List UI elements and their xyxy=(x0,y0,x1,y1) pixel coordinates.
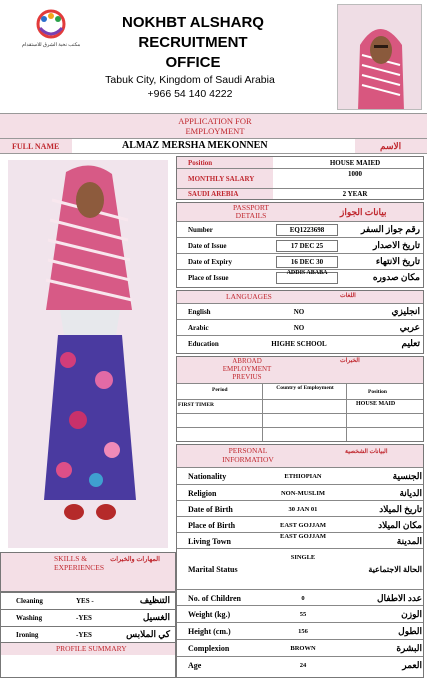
personal-row-value: 55 xyxy=(299,610,307,618)
language-row-label: Arabic xyxy=(188,323,209,332)
position-label: Position xyxy=(188,159,213,167)
personal-row-ar: الديانة xyxy=(399,487,422,498)
full-name-label: FULL NAME xyxy=(12,142,60,151)
personal-row-value: 156 xyxy=(298,627,308,635)
personal-row-ar: المدينة xyxy=(396,535,422,546)
language-row-ar: انجليزي xyxy=(391,306,420,316)
col-position: Position xyxy=(368,389,387,395)
personal-row-ar: الجنسية xyxy=(392,470,422,481)
skills-section-title: SKILLS & EXPERIENCES xyxy=(54,554,105,572)
salary-label: MONTHLY SALARY xyxy=(188,175,255,183)
passport-section-title: PASSPORT DETAILS xyxy=(233,203,269,220)
passport-row-label: Date of Expiry xyxy=(188,257,232,266)
personal-row-value: 30 JAN 01 xyxy=(288,505,318,513)
personal-row-value: NON-MUSLIM xyxy=(280,489,326,497)
abroad-position-value: HOUSE MAID xyxy=(356,401,396,407)
personal-row-label: Age xyxy=(188,660,202,670)
personal-row-ar: البشرة xyxy=(396,642,422,653)
skill-row-ar: التنظيف xyxy=(139,595,170,605)
profile-summary-title: PROFILE SUMMARY xyxy=(56,644,127,653)
passport-row-ar: تاريخ الانتهاء xyxy=(375,256,420,266)
personal-row-label: Height (cm.) xyxy=(188,626,231,636)
personal-row-ar: الحالة الاجتماعية xyxy=(368,564,422,574)
personal-row-ar: عدد الاطفال xyxy=(377,592,422,603)
personal-section-ar: البيانات الشخصية xyxy=(345,449,388,455)
passport-row-ar: تاريخ الاصدار xyxy=(372,240,420,250)
language-row-value: HIGHE SCHOOL xyxy=(271,339,327,348)
company-address: Tabuk City, Kingdom of Saudi Arabia xyxy=(105,74,275,86)
language-row-label: Education xyxy=(188,339,219,348)
personal-row-ar: الوزن xyxy=(401,608,422,619)
col-period: Period xyxy=(212,387,228,393)
abroad-section-title: ABROAD EMPLOYMENT PREVIUS xyxy=(222,357,272,381)
languages-section-ar: اللغات xyxy=(340,293,356,299)
passport-row-value: EQ1223698 xyxy=(289,225,325,234)
personal-row-value: SINGLE xyxy=(290,553,316,561)
contract-duration: 2 YEAR xyxy=(342,190,368,198)
personal-row-label: Weight (kg.) xyxy=(188,609,231,619)
skill-row-ar: كي الملابس xyxy=(126,629,170,639)
abroad-period-value: FIRST TIMER xyxy=(178,402,215,408)
languages-header xyxy=(177,291,423,303)
skill-row-label: Cleaning xyxy=(16,596,43,605)
applicant-portrait-photo xyxy=(337,4,422,110)
personal-row-label: Religion xyxy=(188,488,217,498)
personal-row-value: ETHIOPIAN xyxy=(284,472,322,480)
col-country: Country of Employment xyxy=(276,385,334,391)
destination-country: SAUDI AREBIA xyxy=(188,190,239,198)
personal-row-value: BROWN xyxy=(290,644,316,652)
personal-row-label: Complexion xyxy=(188,643,230,653)
personal-row-label: No. of Children xyxy=(188,593,241,603)
personal-row-label: Living Town xyxy=(188,536,231,546)
form-title: APPLICATION FOR EMPLOYMENT xyxy=(178,116,252,136)
company-name-line3: OFFICE xyxy=(165,54,221,71)
position-value: HOUSE MAIED xyxy=(329,159,381,167)
personal-row-value: EAST GOJJAM xyxy=(280,533,326,540)
abroad-header xyxy=(177,357,423,383)
passport-row-value: ADDIS ABABA xyxy=(286,270,328,276)
company-name-line1: NOKHBT ALSHARQ xyxy=(122,14,264,31)
personal-row-ar: العمر xyxy=(402,659,422,670)
skill-row-label: Washing xyxy=(16,613,43,622)
passport-row-value: 17 DEC 25 xyxy=(290,241,324,250)
skills-section-ar: المهارات والخبرات xyxy=(110,556,160,563)
skill-row-value: -YES xyxy=(76,630,92,639)
passport-row-ar: رقم جواز السفر xyxy=(361,224,420,234)
personal-row-value: 24 xyxy=(299,661,307,669)
personal-row-label: Date of Birth xyxy=(188,504,233,514)
company-name-line2: RECRUITMENT xyxy=(138,34,248,51)
personal-row-label: Place of Birth xyxy=(188,520,236,530)
passport-row-label: Number xyxy=(188,225,213,234)
passport-row-value: 16 DEC 30 xyxy=(290,257,324,266)
personal-row-ar: الطول xyxy=(398,625,422,636)
company-phone: +966 54 140 4222 xyxy=(147,88,233,100)
passport-row-label: Place of Issue xyxy=(188,273,229,282)
full-name-ar-label: الاسم xyxy=(380,141,402,151)
languages-section-title: LANGUAGES xyxy=(226,292,272,301)
personal-row-ar: تاريخ الميلاد xyxy=(379,503,422,514)
language-row-ar: تعليم xyxy=(401,338,420,348)
full-name-value: ALMAZ MERSHA MEKONNEN xyxy=(122,140,268,151)
skill-row-ar: الغسيل xyxy=(142,612,170,622)
passport-row-ar: مكان صدوره xyxy=(372,272,420,282)
passport-row-label: Date of Issue xyxy=(188,241,227,250)
passport-section-ar: بيانات الجواز xyxy=(340,207,387,217)
language-row-ar: عربي xyxy=(399,322,420,332)
logo-caption: مكتب نخبة الشرق للاستقدام xyxy=(21,43,81,48)
language-row-value: NO xyxy=(293,323,305,332)
personal-row-ar: مكان الميلاد xyxy=(378,519,422,530)
personal-row-value: 0 xyxy=(301,594,305,602)
personal-section-title: PERSONAL INFORMATIOV xyxy=(222,446,274,464)
skill-row-value: YES - xyxy=(76,596,94,605)
company-logo xyxy=(4,6,98,68)
personal-row-label: Marital Status xyxy=(188,564,238,574)
personal-row-value: EAST GOJJAM xyxy=(280,521,326,529)
skill-row-label: Ironing xyxy=(16,630,39,639)
applicant-full-body-photo xyxy=(8,160,168,548)
skill-row-value: -YES xyxy=(76,613,92,622)
language-row-label: English xyxy=(188,307,211,316)
abroad-section-ar: الخبرات xyxy=(340,358,360,364)
language-row-value: NO xyxy=(293,307,305,316)
salary-value: 1000 xyxy=(348,170,362,178)
personal-row-label: Nationality xyxy=(188,471,227,481)
